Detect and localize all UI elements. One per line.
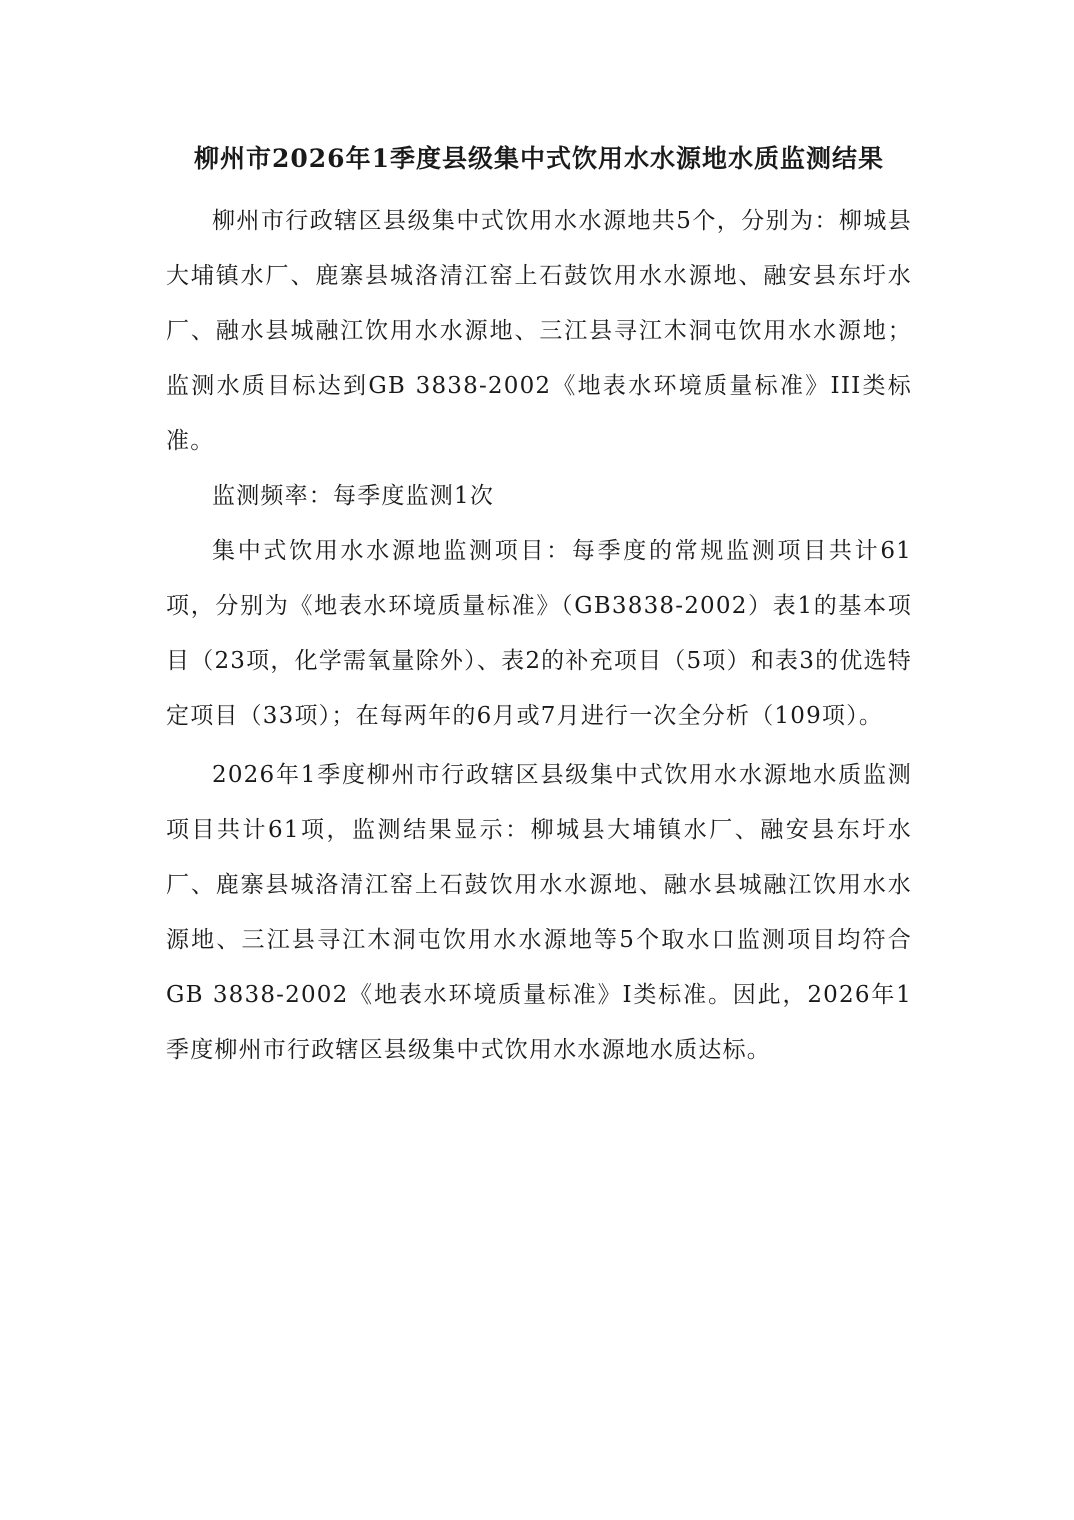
paragraph-water-sources: 柳州市行政辖区县级集中式饮用水水源地共5个，分别为：柳城县大埔镇水厂、鹿寨县城洛清江窑上石鼓饮用水水源地、融安县东圩水厂、融水县城融江饮用水水源地、三江县寻江木洞屯饮用水水源地；监测水质目标达到GB 3838-2002《地表水环境质量标准》III类标准。 [166,208,912,454]
paragraph-monitoring-items: 集中式饮用水水源地监测项目：每季度的常规监测项目共计61项，分别为《地表水环境质量标准》（GB3838-2002）表1的基本项目（23项，化学需氧量除外）、表2的补充项目（5项）和表3的优选特定项目（33项）；在每两年的6月或7月进行一次全分析（109项）。 [166,538,912,729]
paragraph-monitoring-frequency: 监测频率：每季度监测1次 [212,483,495,509]
document-title: 柳州市2026年1季度县级集中式饮用水水源地水质监测结果 [194,144,884,173]
document-body [166,194,912,1078]
paragraph-monitoring-results: 2026年1季度柳州市行政辖区县级集中式饮用水水源地水质监测项目共计61项，监测结果显示：柳城县大埔镇水厂、融安县东圩水厂、鹿寨县城洛清江窑上石鼓饮用水水源地、融水县城融江饮用水水源地、三江县寻江木洞屯饮用水水源地等5个取水口监测项目均符合GB 3838-2002《地表水环境质量标准》I类标准。因此，2026年1季度柳州市行政辖区县级集中式饮用水水源地水质达标。 [166,762,912,1063]
